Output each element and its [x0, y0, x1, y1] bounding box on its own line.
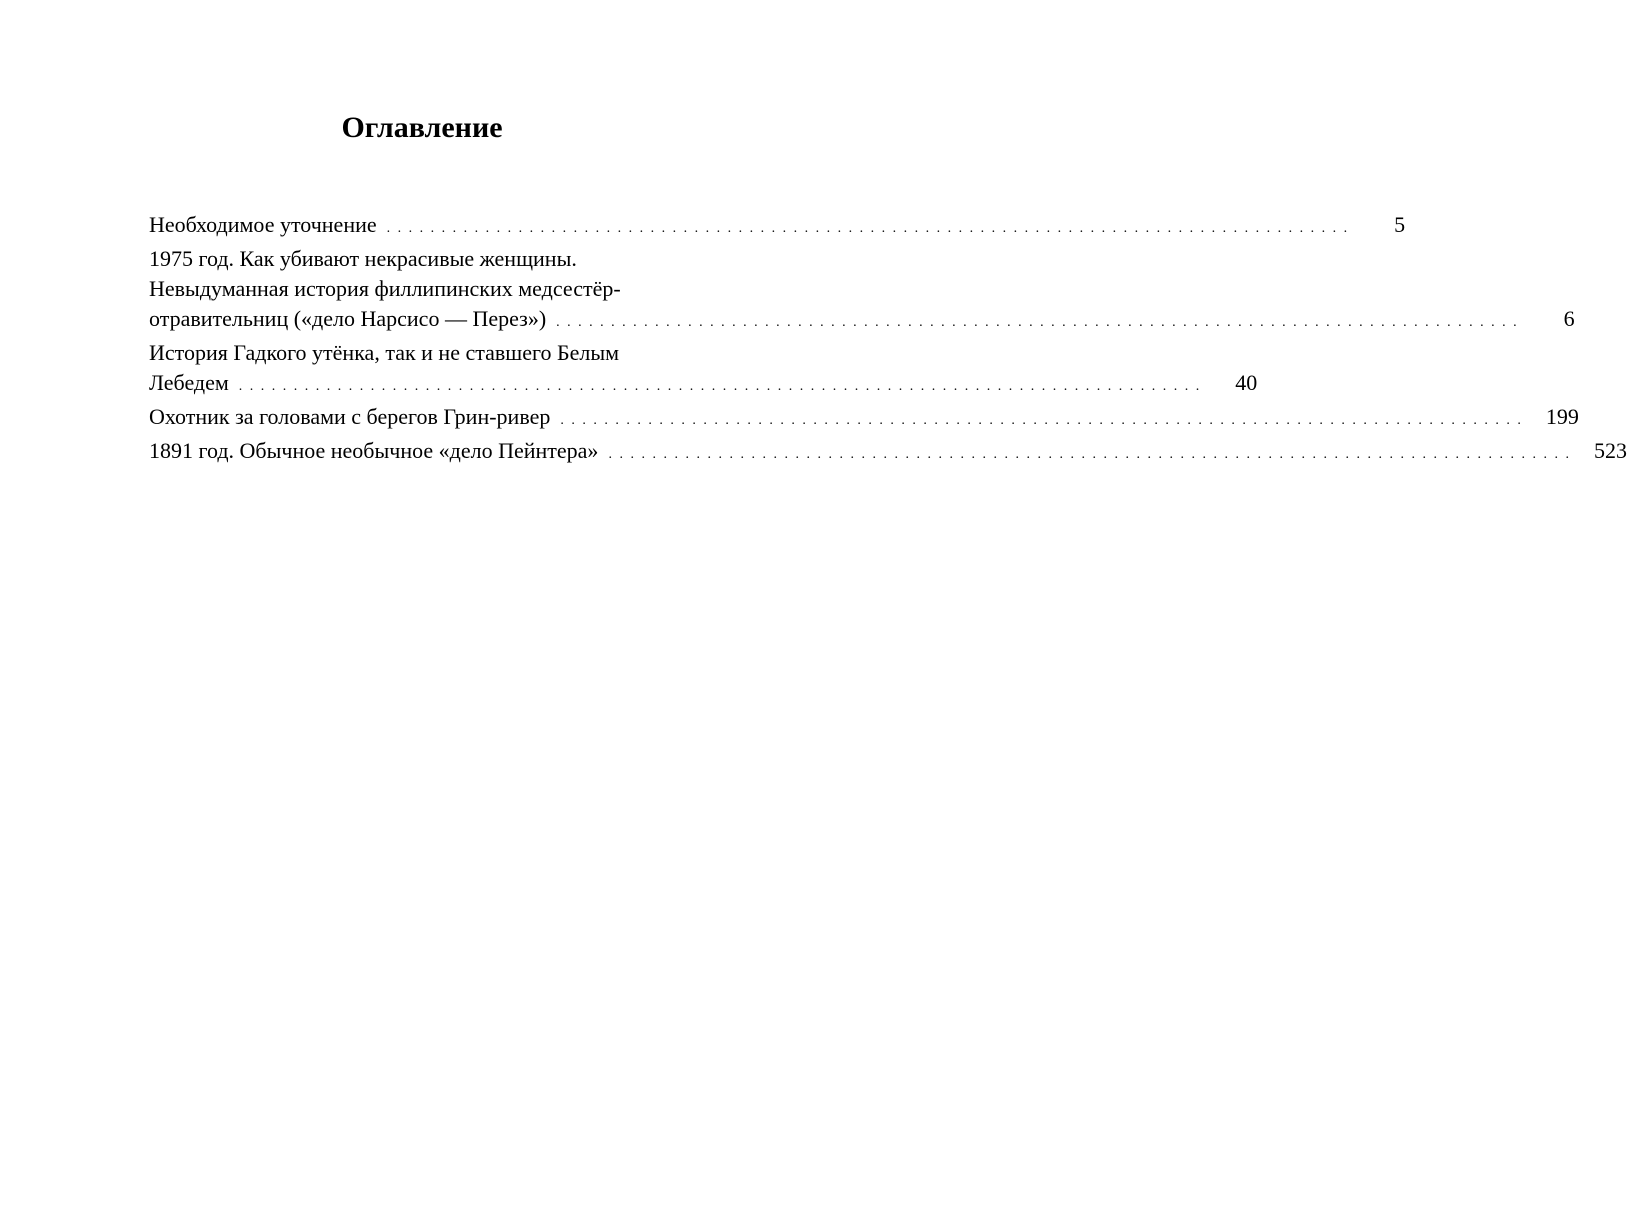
page-title: Оглавление [341, 111, 503, 144]
toc-entry-title: отравительниц («дело Нарсисо — Перез») [149, 306, 547, 331]
toc-entry-page: 199 [1545, 404, 1579, 429]
toc-entry-line [149, 210, 1406, 244]
toc-entry-title: Необходимое уточнение [149, 212, 377, 237]
toc-entry-line [149, 368, 1258, 402]
toc-entry-line [149, 436, 1627, 470]
toc-entry-title: Невыдуманная история филлипинских медсестёр- [149, 276, 621, 301]
table-of-contents [149, 210, 1627, 470]
toc-entry-title: Лебедем [149, 370, 229, 395]
toc-entry[interactable] [149, 402, 1579, 436]
toc-entry-line [149, 304, 1575, 338]
dot-leader: . . . . . . . . . . . . . . . . . . . . . . . . . . . . . . . . . . . . . . . . . . . . . . . . . . . . . . . . . . . . . . . . . . . . . . . . . . . . . . . . . . . . . . . . [556, 315, 1519, 330]
dot-leader: . . . . . . . . . . . . . . . . . . . . . . . . . . . . . . . . . . . . . . . . . . . . . . . . . . . . . . . . . . . . . . . . . . . . . . . . . . . . . . . . . . . . . . . . [386, 221, 1350, 236]
toc-entry-title: Охотник за головами с берегов Грин-ривер [149, 404, 551, 429]
toc-entry-line [149, 338, 745, 368]
toc-entry-page: 523 [1593, 438, 1627, 463]
toc-entry-line [149, 274, 745, 304]
toc-entry[interactable] [149, 436, 1627, 470]
toc-entry[interactable] [149, 244, 1575, 338]
toc-entry-line [149, 244, 745, 274]
toc-entry-page: 5 [1394, 212, 1406, 237]
toc-entry-page: 40 [1235, 370, 1258, 395]
toc-entry-page: 6 [1563, 306, 1575, 331]
dot-leader: . . . . . . . . . . . . . . . . . . . . . . . . . . . . . . . . . . . . . . . . . . . . . . . . . . . . . . . . . . . . . . . . . . . . . . . . . . . . . . . . . . . . . . . . [238, 379, 1202, 394]
toc-entry[interactable] [149, 210, 1406, 244]
dot-leader: . . . . . . . . . . . . . . . . . . . . . . . . . . . . . . . . . . . . . . . . . . . . . . . . . . . . . . . . . . . . . . . . . . . . . . . . . . . . . . . . . . . . . . . . [560, 413, 1523, 428]
toc-entry-title: 1891 год. Обычное необычное «дело Пейнтера» [149, 438, 599, 463]
toc-entry-title: История Гадкого утёнка, так и не ставшего Белым [149, 340, 620, 365]
toc-entry-title: 1975 год. Как убивают некрасивые женщины. [149, 246, 577, 271]
toc-entry-line [149, 402, 1579, 436]
toc-entry[interactable] [149, 338, 1258, 402]
dot-leader: . . . . . . . . . . . . . . . . . . . . . . . . . . . . . . . . . . . . . . . . . . . . . . . . . . . . . . . . . . . . . . . . . . . . . . . . . . . . . . . . . . . . . . . . [608, 447, 1571, 462]
